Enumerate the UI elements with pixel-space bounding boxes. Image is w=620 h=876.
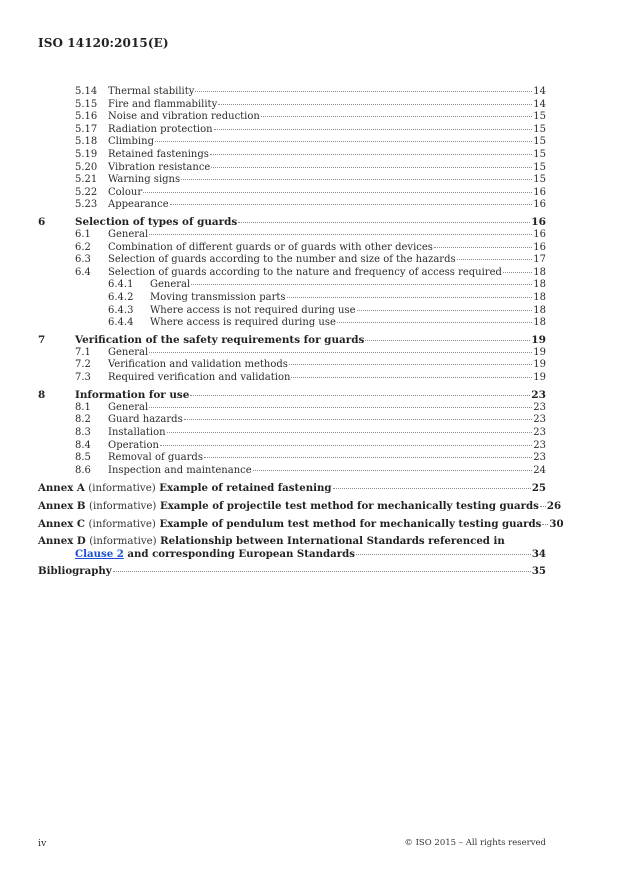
- toc-number: 8.3: [75, 426, 91, 438]
- dot-leader: [184, 419, 533, 420]
- toc-title: Required verification and validation: [108, 372, 291, 384]
- toc-title: Vibration resistance: [108, 161, 211, 173]
- dot-leader: [214, 129, 533, 130]
- toc-entry-bibliography[interactable]: [38, 565, 546, 578]
- toc-number: 8.2: [75, 414, 91, 426]
- dot-leader: [540, 506, 546, 507]
- toc-title: Inspection and maintenance: [108, 464, 252, 476]
- toc-page: 26: [546, 499, 562, 512]
- toc-page: 15: [533, 174, 546, 186]
- toc-entry-6-3[interactable]: [38, 254, 546, 267]
- dot-leader: [155, 141, 532, 142]
- dot-leader: [253, 470, 533, 471]
- toc-number: 7.2: [75, 359, 91, 371]
- toc-number: 5.21: [75, 174, 98, 186]
- annex-title: Example of retained fastening: [159, 482, 332, 495]
- toc-number: 7.1: [75, 346, 91, 358]
- toc-entry-8-1[interactable]: [38, 402, 546, 415]
- dot-leader: [337, 322, 532, 323]
- toc-entry-7-3[interactable]: [38, 372, 546, 385]
- dot-leader: [167, 432, 533, 433]
- toc-entry-8[interactable]: [38, 389, 546, 402]
- toc-page: 18: [533, 292, 546, 303]
- toc-page: 16: [531, 216, 546, 229]
- toc-title: Radiation protection: [108, 123, 213, 135]
- toc-page: 16: [533, 199, 546, 211]
- toc-entry-5-18[interactable]: [38, 136, 546, 149]
- toc-entry-6-4-4[interactable]: [38, 317, 546, 330]
- dot-leader: [503, 272, 532, 273]
- dot-leader: [287, 297, 533, 298]
- annex-label: Annex C: [38, 517, 85, 530]
- toc-title: Removal of guards: [108, 452, 203, 464]
- toc-title: Retained fastenings: [108, 148, 209, 160]
- toc-entry-5-19[interactable]: [38, 149, 546, 162]
- toc-page: 16: [533, 241, 546, 253]
- toc-title: Installation: [108, 426, 166, 438]
- dot-leader: [289, 364, 532, 365]
- dot-leader: [218, 104, 532, 105]
- dot-leader: [542, 524, 548, 525]
- annex-type: (informative): [88, 500, 157, 512]
- dot-leader: [149, 234, 532, 235]
- toc-entry-5-21[interactable]: [38, 174, 546, 187]
- annex-title-line2: and corresponding European Standards: [127, 547, 355, 560]
- toc-page: 16: [533, 186, 546, 198]
- toc-entry-5-20[interactable]: [38, 162, 546, 175]
- dot-leader: [356, 554, 531, 555]
- toc-page: 34: [531, 547, 546, 560]
- toc-number: 6: [38, 216, 46, 229]
- toc-number: 6.4: [75, 266, 91, 278]
- toc-page: 18: [533, 266, 546, 278]
- annex-type: (informative): [89, 536, 157, 548]
- toc-number: 7.3: [75, 372, 91, 384]
- dot-leader: [149, 407, 532, 408]
- dot-leader: [238, 222, 530, 223]
- toc-page: 16: [533, 229, 546, 241]
- dot-leader: [181, 179, 532, 180]
- annex-type: (informative): [88, 483, 156, 495]
- toc-page: 18: [533, 279, 546, 291]
- toc-page: 23: [531, 389, 546, 402]
- toc-number: 8: [38, 389, 46, 402]
- toc-entry-6-2[interactable]: [38, 242, 546, 255]
- toc-page: 14: [533, 86, 546, 97]
- toc-number: 8.5: [75, 452, 91, 464]
- toc-title: Guard hazards: [108, 414, 183, 426]
- toc-number: 8.1: [75, 401, 91, 413]
- toc-title: Operation: [108, 439, 159, 451]
- toc-page: 19: [533, 372, 546, 384]
- toc-number: 5.22: [75, 186, 98, 198]
- toc-title: Selection of guards according to the nature and frequency of access required: [108, 266, 502, 278]
- toc-title: Warning signs: [108, 174, 181, 186]
- toc-page: 14: [533, 98, 546, 110]
- toc-number: 6.4.4: [108, 317, 134, 329]
- copyright-notice: © ISO 2015 – All rights reserved: [404, 838, 546, 848]
- toc-number: 5.19: [75, 148, 98, 160]
- toc-title: General: [108, 229, 149, 241]
- toc-title: Noise and vibration reduction: [108, 111, 260, 123]
- toc-number: 5.15: [75, 98, 98, 110]
- toc-page: 19: [533, 346, 546, 358]
- toc-title: Where access is not required during use: [150, 304, 356, 316]
- toc-title: Verification of the safety requirements for guards: [75, 334, 365, 347]
- toc-entry-5-16[interactable]: [38, 111, 546, 124]
- dot-leader: [190, 395, 530, 396]
- toc-page: 17: [533, 254, 546, 266]
- toc-title: Bibliography: [38, 565, 112, 578]
- toc-page: 23: [533, 426, 546, 438]
- table-of-contents: [38, 86, 564, 578]
- dot-leader: [434, 247, 532, 248]
- annex-label: Annex D: [38, 535, 86, 548]
- toc-page: 35: [531, 565, 546, 578]
- clause-2-link[interactable]: Clause 2: [75, 547, 124, 560]
- toc-entry-5-23[interactable]: [38, 199, 546, 212]
- dot-leader: [261, 116, 532, 117]
- annex-type: (informative): [88, 518, 156, 530]
- toc-page: 15: [533, 123, 546, 135]
- toc-title: Fire and flammability: [108, 98, 218, 110]
- annex-title: Example of pendulum test method for mechanically testing guards: [159, 517, 542, 530]
- toc-entry-annex-d[interactable]: [38, 535, 546, 560]
- toc-number: 5.14: [75, 86, 98, 97]
- dot-leader: [291, 377, 532, 378]
- toc-entry-6-4-1[interactable]: [38, 279, 546, 292]
- toc-title: Thermal stability: [108, 86, 195, 97]
- toc-number: 8.6: [75, 464, 91, 476]
- toc-entry-8-2[interactable]: [38, 414, 546, 427]
- dot-leader: [149, 352, 532, 353]
- toc-title: Verification and validation methods: [108, 359, 288, 371]
- toc-entry-7-2[interactable]: [38, 359, 546, 372]
- toc-entry-7[interactable]: [38, 334, 546, 347]
- dot-leader: [113, 571, 531, 572]
- toc-entry-7-1[interactable]: [38, 347, 546, 360]
- toc-number: 5.16: [75, 111, 98, 123]
- annex-label: Annex A: [38, 482, 85, 495]
- dot-leader: [195, 91, 532, 92]
- toc-entry-8-3[interactable]: [38, 427, 546, 440]
- toc-page: 19: [531, 334, 546, 347]
- toc-number: 5.23: [75, 199, 98, 211]
- toc-entry-5-22[interactable]: [38, 187, 546, 200]
- toc-number: 6.1: [75, 229, 91, 241]
- toc-page: 23: [533, 452, 546, 464]
- dot-leader: [333, 488, 531, 489]
- dot-leader: [457, 259, 533, 260]
- toc-title: Selection of guards according to the number and size of the hazards: [108, 254, 456, 266]
- dot-leader: [210, 154, 532, 155]
- toc-entry-6-1[interactable]: [38, 229, 546, 242]
- toc-page: 18: [533, 317, 546, 329]
- toc-number: 6.4.3: [108, 304, 134, 316]
- dot-leader: [160, 445, 532, 446]
- toc-title: Moving transmission parts: [150, 292, 286, 303]
- toc-entry-5-15[interactable]: [38, 99, 546, 112]
- dot-leader: [170, 204, 533, 205]
- toc-page: 23: [533, 439, 546, 451]
- toc-title: Where access is required during use: [150, 317, 336, 329]
- toc-page: 23: [533, 414, 546, 426]
- toc-number: 6.4.1: [108, 279, 134, 291]
- toc-entry-6[interactable]: [38, 216, 546, 229]
- toc-entry-8-4[interactable]: [38, 440, 546, 453]
- toc-entry-5-14[interactable]: [38, 86, 546, 99]
- toc-number: 6.2: [75, 241, 91, 253]
- toc-title: General: [150, 279, 191, 291]
- toc-page: 25: [531, 482, 546, 495]
- toc-page: 15: [533, 111, 546, 123]
- toc-entry-8-5[interactable]: [38, 452, 546, 465]
- page-number: iv: [38, 838, 47, 849]
- toc-entry-6-4[interactable]: [38, 267, 546, 280]
- annex-title-line1: Relationship between International Standards referenced in: [160, 535, 505, 548]
- toc-entry-6-4-2[interactable]: [38, 292, 546, 305]
- toc-page: 15: [533, 136, 546, 148]
- toc-entry-annex-b[interactable]: [38, 499, 562, 513]
- document-header: ISO 14120:2015(E): [38, 36, 169, 50]
- annex-title: Example of projectile test method for mechanically testing guards: [159, 499, 539, 512]
- toc-page: 30: [549, 517, 564, 530]
- toc-page: 19: [533, 359, 546, 371]
- toc-number: 6.3: [75, 254, 91, 266]
- toc-title: Combination of different guards or of guards with other devices: [108, 241, 433, 253]
- dot-leader: [357, 310, 533, 311]
- toc-title: Selection of types of guards: [75, 216, 238, 229]
- toc-entry-annex-a[interactable]: [38, 482, 546, 495]
- toc-title: Colour: [108, 186, 143, 198]
- toc-title: Climbing: [108, 136, 154, 148]
- toc-number: 5.20: [75, 161, 98, 173]
- dot-leader: [204, 457, 532, 458]
- toc-title: General: [108, 401, 149, 413]
- dot-leader: [191, 284, 532, 285]
- toc-page: 23: [533, 401, 546, 413]
- toc-number: 7: [38, 334, 46, 347]
- toc-number: 6.4.2: [108, 292, 134, 303]
- toc-number: 5.17: [75, 123, 98, 135]
- toc-title: Information for use: [75, 389, 190, 402]
- toc-page: 18: [533, 304, 546, 316]
- dot-leader: [143, 192, 532, 193]
- toc-number: 8.4: [75, 439, 91, 451]
- toc-page: 15: [533, 148, 546, 160]
- dot-leader: [211, 167, 532, 168]
- toc-entry-6-4-3[interactable]: [38, 305, 546, 318]
- toc-entry-8-6[interactable]: [38, 465, 546, 478]
- toc-number: 5.18: [75, 136, 98, 148]
- annex-label: Annex B: [38, 499, 86, 512]
- toc-entry-annex-c[interactable]: [38, 517, 564, 531]
- toc-page: 24: [533, 464, 546, 476]
- toc-title: Appearance: [108, 199, 169, 211]
- toc-page: 15: [533, 161, 546, 173]
- toc-entry-5-17[interactable]: [38, 124, 546, 137]
- toc-title: General: [108, 346, 149, 358]
- dot-leader: [365, 340, 530, 341]
